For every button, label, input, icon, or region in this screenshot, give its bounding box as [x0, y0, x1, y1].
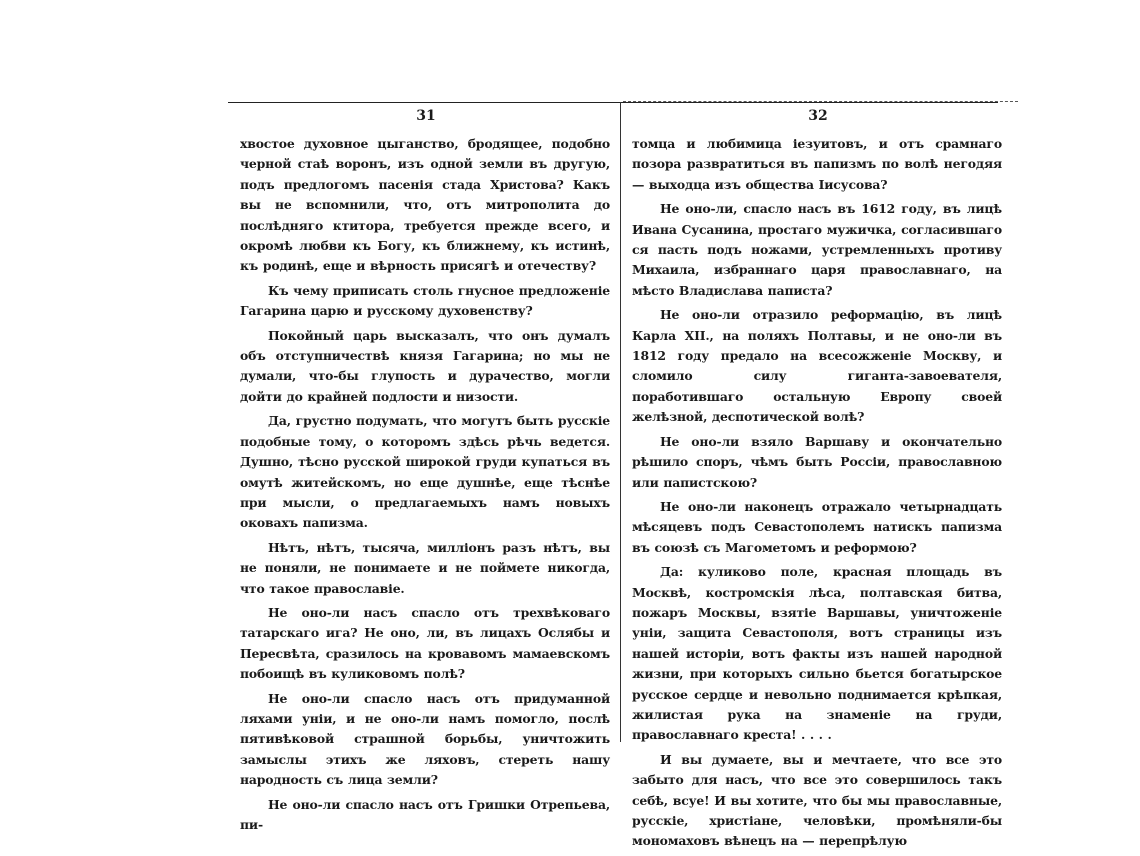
- paragraph: Нѣтъ, нѣтъ, тысяча, милліонъ разъ нѣтъ, вы не поняли, не понимаете и не поймете никогда, что такое православіе.: [240, 539, 610, 596]
- right-page: [632, 108, 1002, 856]
- paragraph: Покойный царь высказалъ, что онъ думалъ объ отступничествѣ князя Гагарина; но мы не думали, что-бы глупость и дурачество, могли дойти до крайней подлости и низости.: [240, 327, 610, 404]
- paragraph: Не оно-ли спасло насъ отъ Гришки Отрепьева, пи-: [240, 796, 610, 832]
- paragraph: Не оно-ли, спасло насъ въ 1612 году, въ лицѣ Ивана Сусанина, простаго мужичка, согласившаго ся пасть подъ ножами, устремленныхъ противу Михаила, избраннаго царя православнаго, на мѣсто Владислава паписта?: [632, 201, 1002, 298]
- page-number-right: 32: [808, 108, 828, 124]
- paragraph: Не оно-ли спасло насъ отъ придуманной ляхами уніи, и не оно-ли намъ помогло, послѣ пятивѣковой страшной борьбы, уничтожить замыслы этихъ же ляховъ, стереть нашу народность съ лица земли?: [240, 690, 610, 788]
- paragraph: Не оно-ли взяло Варшаву и окончательно рѣшило споръ, чѣмъ быть Россіи, православною или папистскою?: [632, 433, 1002, 490]
- page-number-left: 31: [416, 108, 436, 124]
- paragraph: томца и любимица іезуитовъ, и отъ срамнаго позора развратиться въ папизмъ по волѣ негодяя — выходца изъ общества Іисусова?: [632, 136, 1002, 192]
- top-rule-dashed: [623, 101, 1018, 102]
- paragraph: Да, грустно подумать, что могутъ быть русскіе подобные тому, о которомъ здѣсь рѣчь ведется. Душно, тѣсно русской широкой груди купаться въ омутѣ житейскомъ, но еще душнѣе, еще тѣснѣе при мысли, о предлагаемыхъ намъ новыхъ оковахъ папизма.: [240, 413, 610, 531]
- paragraph: Не оно-ли насъ спасло отъ трехвѣковаго татарскаго ига? Не оно, ли, въ лицахъ Ослябы и Пересвѣта, сразилось на кровавомъ мамаевскомъ побоищѣ въ куликовомъ полѣ?: [240, 604, 610, 682]
- paragraph: Да: куликово поле, красная площадь въ Москвѣ, костромскія лѣса, полтавская битва, пожаръ Москвы, взятіе Варшавы, уничтоженіе уніи, защита Севастополя, вотъ страницы изъ нашей исторіи, вотъ факты изъ нашей народной жизни, при которыхъ сильно бьется богатырское русское сердце и невольно поднимается крѣпкая, жилистая рука на знаменіе на груди, православнаго креста! . . . .: [632, 564, 1002, 743]
- paragraph: Не оно-ли отразило реформацію, въ лицѣ Карла XII., на поляхъ Полтавы, и не оно-ли въ 1812 году предало на всесожженіе Москву, и сломило силу гиганта-завоевателя, поработившаго остальную Европу своей желѣзной, деспотической волѣ?: [632, 307, 1002, 425]
- top-rule: [228, 102, 998, 103]
- paragraph: Къ чему приписать столь гнусное предложеніе Гагарина царю и русскому духовенству?: [240, 282, 610, 319]
- paragraph: хвостое духовное цыганство, бродящее, подобно черной стаѣ воронъ, изъ одной земли въ другую, подъ предлогомъ пасенія стада Христова? Какъ вы не вспомнили, что, отъ митрополита до послѣдняго ктитора, требуется прежде всего, и окромѣ любви къ Богу, къ ближнему, къ истинѣ, къ родинѣ, еще и вѣрность присягѣ и отечеству?: [240, 136, 610, 274]
- page-gutter: [620, 102, 621, 742]
- paragraph: Не оно-ли наконецъ отражало четырнадцать мѣсяцевъ подъ Севастополемъ натискъ папизма въ союзѣ съ Магометомъ и реформою?: [632, 498, 1002, 555]
- book-spread: [228, 102, 1012, 849]
- left-page: [240, 108, 610, 839]
- paragraph: И вы думаете, вы и мечтаете, что все это забыто для насъ, что все это совершилось такъ себѣ, всуе! И вы хотите, что бы мы православные, русскіе, христіане, человѣки, промѣняли-бы мономаховъ вѣнецъ на — перепрѣлую: [632, 751, 1002, 849]
- left-page-text: [240, 134, 610, 835]
- right-page-text: [632, 134, 1002, 852]
